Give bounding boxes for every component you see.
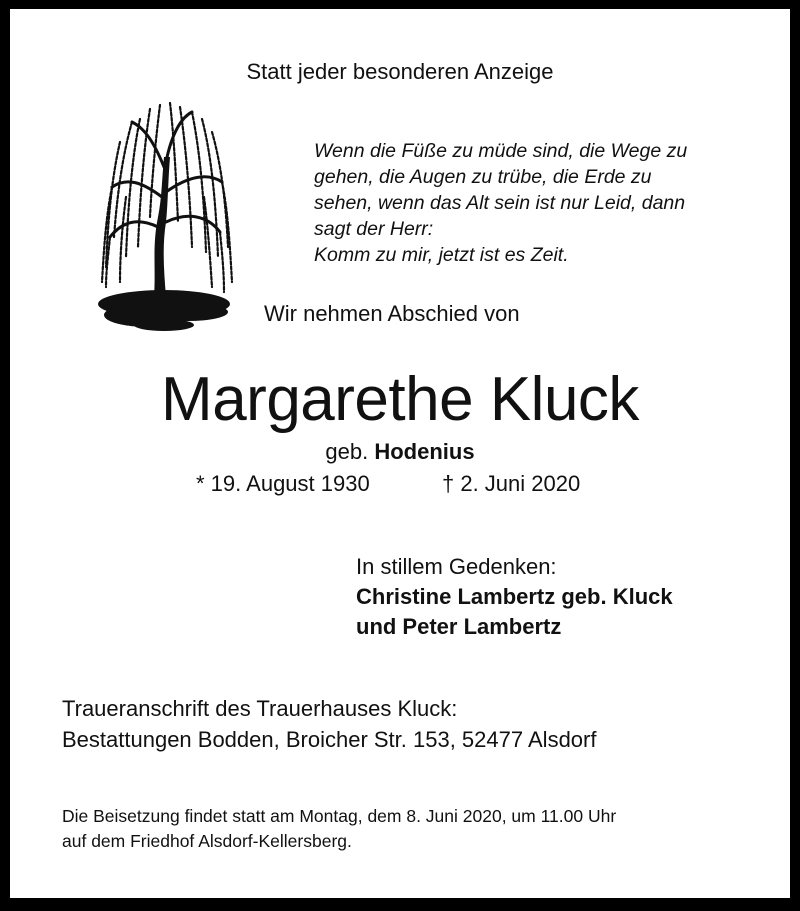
address-line: Traueranschrift des Trauerhauses Kluck: <box>62 696 458 721</box>
burial-line: auf dem Friedhof Alsdorf-Kellersberg. <box>62 831 352 851</box>
mourning-address <box>62 693 596 755</box>
mourners-block <box>356 552 673 642</box>
maiden-name-line <box>10 439 790 465</box>
poem-line: gehen, die Augen zu trübe, die Erde zu <box>314 166 652 188</box>
poem-text <box>314 138 687 268</box>
notice-header: Statt jeder besonderen Anzeige <box>246 59 554 84</box>
weeping-willow-icon <box>92 97 238 337</box>
burial-line: Die Beisetzung findet statt am Montag, dem 8. Juni 2020, um 11.00 Uhr <box>62 806 617 826</box>
mourner-name: Christine Lambertz geb. Kluck <box>356 584 673 609</box>
address-line: Bestattungen Bodden, Broicher Str. 153, 52477 Alsdorf <box>62 727 597 752</box>
mourner-name: und Peter Lambertz <box>356 614 562 639</box>
deceased-name: Margarethe Kluck <box>161 365 639 434</box>
burial-info <box>62 804 616 854</box>
poem-line: sehen, wenn das Alt sein ist nur Leid, dann <box>314 192 686 214</box>
maiden-name: Hodenius <box>374 439 475 464</box>
poem-line: Wenn die Füße zu müde sind, die Wege zu <box>314 140 688 162</box>
maiden-prefix: geb. <box>325 439 369 464</box>
obituary-notice <box>10 9 790 898</box>
memory-intro: In stillem Gedenken: <box>356 554 557 579</box>
poem-line: Komm zu mir, jetzt ist es Zeit. <box>314 244 569 266</box>
poem-line: sagt der Herr: <box>314 218 434 240</box>
death-date: † 2. Juni 2020 <box>442 471 581 496</box>
farewell-line: Wir nehmen Abschied von <box>264 301 520 326</box>
birth-date: * 19. August 1930 <box>196 471 370 496</box>
